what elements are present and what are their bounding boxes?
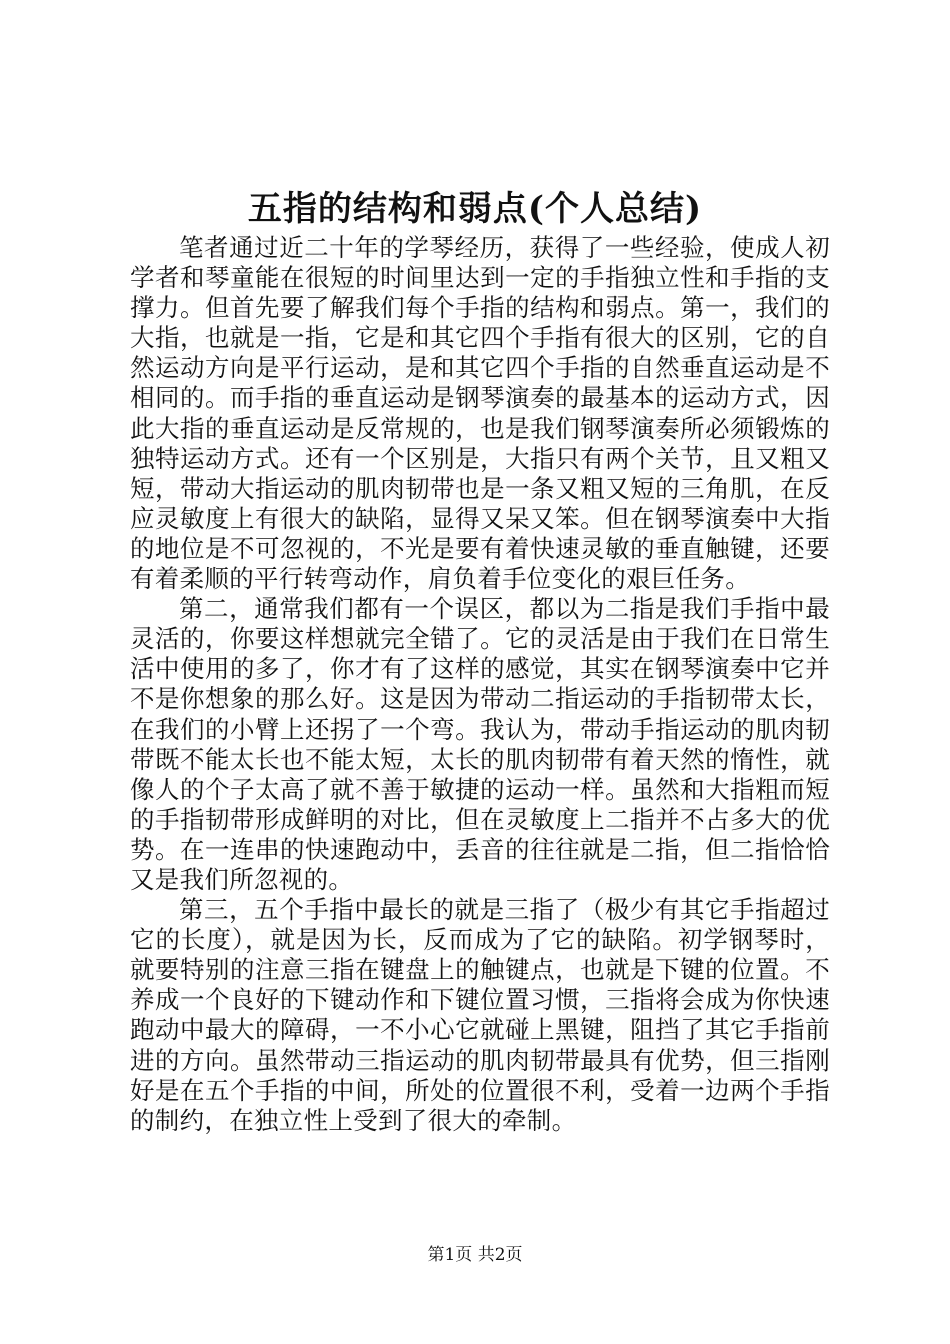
paragraph-1: 笔者通过近二十年的学琴经历，获得了一些经验，使成人初学者和琴童能在很短的时间里达到一定的手指独立性和手指的支撑力。但首先要了解我们每个手指的结构和弱点。第一，我们的大指，也就是一指，它是和其它四个手指有很大的区别，它的自然运动方向是平行运动，是和其它四个手指的自然垂直运动是不相同的。而手指的垂直运动是钢琴演奏的最基本的运动方式，因此大指的垂直运动是反常规的，也是我们钢琴演奏所必须锻炼的独特运动方式。还有一个区别是，大指只有两个关节，且又粗又短，带动大指运动的肌肉韧带也是一条又粗又短的三角肌，在反应灵敏度上有很大的缺陷，显得又呆又笨。但在钢琴演奏中大指的地位是不可忽视的，不光是要有着快速灵敏的垂直触键，还要有着柔顺的平行转弯动作，肩负着手位变化的艰巨任务。	[130, 233, 830, 594]
page-number-footer: 第1页 共2页	[427, 1245, 523, 1265]
paragraph-3: 第三，五个手指中最长的就是三指了（极少有其它手指超过它的长度），就是因为长，反而成为了它的缺陷。初学钢琴时，就要特别的注意三指在键盘上的触键点，也就是下键的位置。不养成一个良好的下键动作和下键位置习惯，三指将会成为你快速跑动中最大的障碍，一不小心它就碰上黑键，阻挡了其它手指前进的方向。虽然带动三指运动的肌肉韧带最具有优势，但三指刚好是在五个手指的中间，所处的位置很不利，受着一边两个手指的制约，在独立性上受到了很大的牵制。	[130, 895, 830, 1135]
paragraph-2: 第二，通常我们都有一个误区，都以为二指是我们手指中最灵活的，你要这样想就完全错了。它的灵活是由于我们在日常生活中使用的多了，你才有了这样的感觉，其实在钢琴演奏中它并不是你想象的那么好。这是因为带动二指运动的手指韧带太长，在我们的小臂上还拐了一个弯。我认为，带动手指运动的肌肉韧带既不能太长也不能太短，太长的肌肉韧带有着天然的惰性，就像人的个子太高了就不善于敏捷的运动一样。虽然和大指粗而短的手指韧带形成鲜明的对比，但在灵敏度上二指并不占多大的优势。在一连串的快速跑动中，丢音的往往就是二指，但二指恰恰又是我们所忽视的。	[130, 594, 830, 894]
document-body	[130, 233, 830, 1136]
document-title: 五指的结构和弱点(个人总结)	[247, 189, 703, 229]
